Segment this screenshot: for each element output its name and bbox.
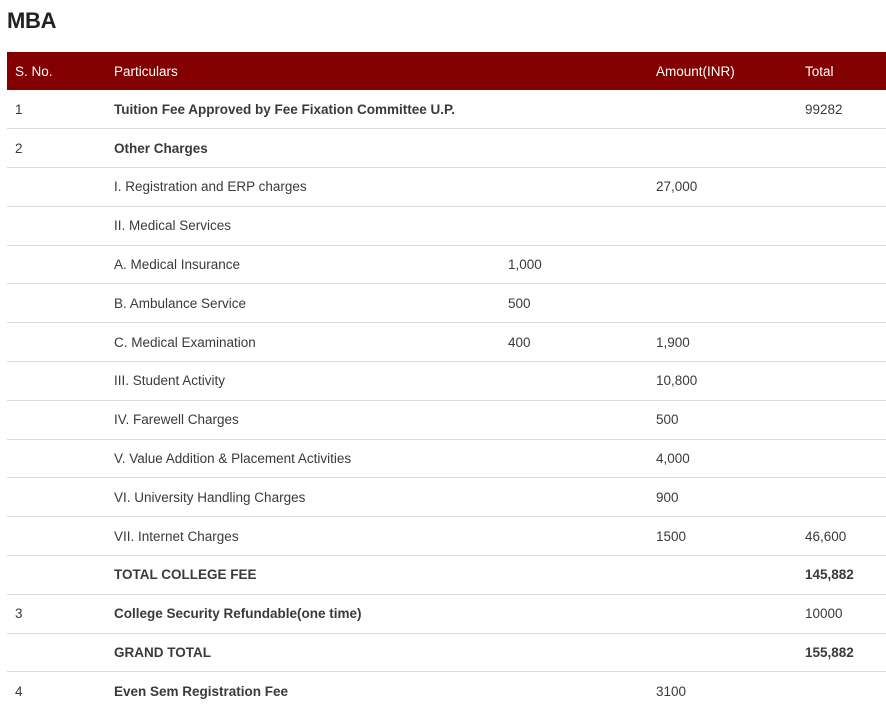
- cell-amount: 27,000: [656, 179, 698, 195]
- table-row: [7, 168, 886, 207]
- cell-amount: 3100: [656, 684, 687, 700]
- cell-total: [797, 400, 886, 439]
- page-title: MBA: [7, 8, 57, 33]
- cell-amount: [648, 245, 797, 284]
- table-row: [7, 556, 886, 595]
- cell-sno: 4: [15, 684, 23, 700]
- cell-amount: 500: [656, 412, 679, 428]
- cell-sub-amount: [500, 633, 648, 672]
- cell-total: 155,882: [805, 645, 854, 661]
- cell-amount: [648, 284, 797, 323]
- cell-sno: 2: [15, 140, 23, 156]
- cell-total: 46,600: [805, 528, 847, 544]
- cell-sno: [7, 478, 106, 517]
- table-row: [7, 439, 886, 478]
- header-particulars: Particulars: [114, 63, 178, 79]
- header-total: Total: [805, 63, 834, 79]
- cell-particulars: A. Medical Insurance: [114, 257, 241, 273]
- cell-sub-amount: 400: [508, 334, 531, 350]
- cell-sno: [7, 168, 106, 207]
- table-row: [7, 400, 886, 439]
- cell-sub-amount: [500, 206, 648, 245]
- cell-amount: [648, 206, 797, 245]
- cell-particulars: Even Sem Registration Fee: [114, 684, 289, 700]
- cell-total: 99282: [805, 101, 843, 117]
- cell-sno: 3: [15, 606, 23, 622]
- cell-total: [797, 245, 886, 284]
- cell-sno: 1: [15, 101, 23, 117]
- cell-sub-amount: [500, 594, 648, 633]
- cell-amount: 1,900: [656, 334, 690, 350]
- fee-table: [7, 52, 886, 711]
- cell-amount: 1500: [656, 528, 687, 544]
- cell-sub-amount: [500, 129, 648, 168]
- table-row: [7, 206, 886, 245]
- cell-particulars: II. Medical Services: [114, 218, 232, 234]
- header-sub-amount: [500, 52, 648, 90]
- cell-particulars: III. Student Activity: [114, 373, 226, 389]
- cell-sno: [7, 517, 106, 556]
- cell-sub-amount: [500, 556, 648, 595]
- cell-sub-amount: 500: [508, 295, 531, 311]
- cell-sub-amount: [500, 362, 648, 401]
- cell-sub-amount: [500, 478, 648, 517]
- cell-particulars: IV. Farewell Charges: [114, 412, 239, 428]
- cell-total: [797, 478, 886, 517]
- cell-total: [797, 168, 886, 207]
- table-row: [7, 633, 886, 672]
- cell-amount: 4,000: [656, 451, 690, 467]
- table-row: [7, 672, 886, 711]
- cell-total: [797, 129, 886, 168]
- cell-amount: [648, 129, 797, 168]
- table-row: [7, 594, 886, 633]
- cell-total: [797, 439, 886, 478]
- header-amount: Amount(INR): [656, 63, 735, 79]
- cell-total: [797, 284, 886, 323]
- cell-particulars: I. Registration and ERP charges: [114, 179, 307, 195]
- header-sno: S. No.: [15, 63, 53, 79]
- cell-particulars: VII. Internet Charges: [114, 528, 239, 544]
- table-row: [7, 517, 886, 556]
- cell-particulars: VI. University Handling Charges: [114, 489, 306, 505]
- table-row: [7, 90, 886, 129]
- table-row: [7, 478, 886, 517]
- cell-sno: [7, 245, 106, 284]
- cell-amount: 10,800: [656, 373, 698, 389]
- cell-particulars: V. Value Addition & Placement Activities: [114, 451, 352, 467]
- table-row: [7, 362, 886, 401]
- cell-particulars: Tuition Fee Approved by Fee Fixation Committee U.P.: [114, 101, 456, 117]
- cell-amount: [648, 556, 797, 595]
- cell-sub-amount: [500, 90, 648, 129]
- cell-sno: [7, 362, 106, 401]
- table-row: [7, 245, 886, 284]
- cell-sub-amount: 1,000: [508, 257, 542, 273]
- cell-sno: [7, 633, 106, 672]
- cell-amount: 900: [656, 489, 679, 505]
- cell-amount: [648, 90, 797, 129]
- cell-sub-amount: [500, 672, 648, 711]
- cell-sno: [7, 206, 106, 245]
- cell-sno: [7, 323, 106, 362]
- table-body: [7, 90, 886, 711]
- cell-total: [797, 672, 886, 711]
- cell-sub-amount: [500, 168, 648, 207]
- table-row: [7, 129, 886, 168]
- cell-particulars: GRAND TOTAL: [114, 645, 211, 661]
- table-row: [7, 323, 886, 362]
- cell-sub-amount: [500, 517, 648, 556]
- cell-total: [797, 362, 886, 401]
- table-row: [7, 284, 886, 323]
- cell-total: [797, 323, 886, 362]
- cell-sub-amount: [500, 400, 648, 439]
- cell-total: 10000: [805, 606, 843, 622]
- cell-particulars: TOTAL COLLEGE FEE: [114, 567, 257, 583]
- cell-particulars: B. Ambulance Service: [114, 295, 247, 311]
- cell-sub-amount: [500, 439, 648, 478]
- cell-particulars: Other Charges: [114, 140, 208, 156]
- cell-sno: [7, 284, 106, 323]
- cell-particulars: College Security Refundable(one time): [114, 606, 362, 622]
- cell-sno: [7, 400, 106, 439]
- cell-sno: [7, 439, 106, 478]
- table-header-row: [7, 52, 886, 90]
- cell-amount: [648, 594, 797, 633]
- cell-total: [797, 206, 886, 245]
- cell-total: 145,882: [805, 567, 854, 583]
- cell-sno: [7, 556, 106, 595]
- cell-amount: [648, 633, 797, 672]
- cell-particulars: C. Medical Examination: [114, 334, 256, 350]
